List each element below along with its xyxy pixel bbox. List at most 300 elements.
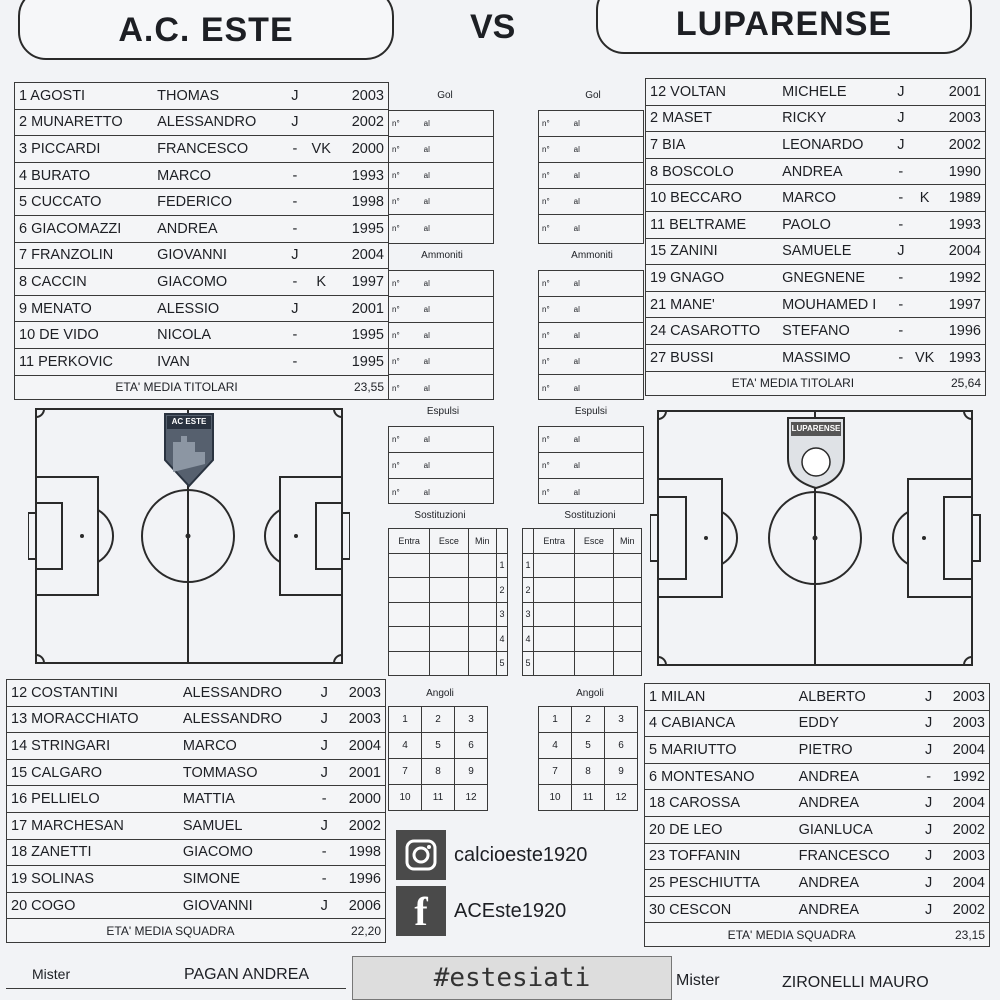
sub-esce-cell xyxy=(430,578,468,603)
corner-cell: 12 xyxy=(455,785,488,811)
sub-number: 5 xyxy=(496,651,507,676)
sub-number: 1 xyxy=(523,553,534,578)
sostituzione-row[interactable] xyxy=(523,553,642,578)
sostituzione-row[interactable] xyxy=(389,651,508,676)
player-row xyxy=(646,291,986,318)
player-number-surname: 19 GNAGO xyxy=(646,265,779,292)
player-row xyxy=(15,242,389,269)
corner-cell: 11 xyxy=(572,785,605,811)
player-number-surname: 15 CALGARO xyxy=(7,759,179,786)
event-entry-row[interactable] xyxy=(539,189,643,215)
player-birth-year: 2003 xyxy=(334,706,386,733)
event-entry-row[interactable] xyxy=(389,479,493,505)
event-entry-row[interactable] xyxy=(389,137,493,163)
player-birth-year: 2004 xyxy=(938,870,989,897)
minute-label: al xyxy=(573,331,580,340)
corner-cell: 4 xyxy=(389,733,422,759)
player-captain-mark xyxy=(909,132,940,159)
player-first-name: ALESSANDRO xyxy=(153,109,285,136)
number-label: n° xyxy=(392,305,400,314)
player-first-name: TOMMASO xyxy=(179,759,315,786)
player-number-surname: 4 CABIANCA xyxy=(645,710,795,737)
event-entry-row[interactable] xyxy=(539,453,643,479)
facebook-row[interactable] xyxy=(396,886,566,936)
player-number-surname: 2 MUNARETTO xyxy=(15,109,154,136)
player-junior-mark: - xyxy=(919,763,938,790)
sub-number: 5 xyxy=(523,651,534,676)
player-row xyxy=(646,211,986,238)
number-label: n° xyxy=(392,119,400,128)
event-entry-row[interactable] xyxy=(539,163,643,189)
event-entry-row[interactable] xyxy=(539,297,643,323)
sub-esce-cell xyxy=(575,651,613,676)
player-number-surname: 10 BECCARO xyxy=(646,185,779,212)
player-number-surname: 15 ZANINI xyxy=(646,238,779,265)
minute-label: al xyxy=(423,487,430,497)
away-espulsi-title: Espulsi xyxy=(574,406,608,417)
minute-label: al xyxy=(573,383,580,393)
sostituzione-row[interactable] xyxy=(523,627,642,652)
player-junior-mark: - xyxy=(892,211,909,238)
player-number-surname: 16 PELLIELO xyxy=(7,786,179,813)
player-first-name: ANDREA xyxy=(795,763,919,790)
player-captain-mark xyxy=(304,215,338,242)
player-row xyxy=(15,136,389,163)
player-first-name: FRANCESCO xyxy=(795,843,919,870)
player-junior-mark: J xyxy=(285,295,304,322)
corner-cell: 3 xyxy=(605,707,638,733)
away-mister-name: ZIRONELLI MAURO xyxy=(782,974,929,991)
player-row xyxy=(15,295,389,322)
player-captain-mark xyxy=(909,79,940,106)
player-row xyxy=(645,816,990,843)
player-number-surname: 8 BOSCOLO xyxy=(646,158,779,185)
player-row xyxy=(7,706,386,733)
player-first-name: MARCO xyxy=(153,162,285,189)
sub-column-header: Entra xyxy=(389,529,430,554)
player-row xyxy=(645,870,990,897)
player-number-surname: 10 DE VIDO xyxy=(15,322,154,349)
player-junior-mark: - xyxy=(892,265,909,292)
player-junior-mark: - xyxy=(315,786,334,813)
corner-row xyxy=(539,785,638,811)
player-captain-mark xyxy=(304,322,338,349)
player-first-name: SAMUEL xyxy=(179,812,315,839)
player-first-name: EDDY xyxy=(795,710,919,737)
event-entry-row[interactable] xyxy=(389,349,493,375)
sub-min-cell xyxy=(468,553,496,578)
minute-label: al xyxy=(423,171,430,180)
number-label: n° xyxy=(392,171,400,180)
player-first-name: THOMAS xyxy=(153,83,285,110)
player-junior-mark: - xyxy=(285,136,304,163)
player-junior-mark: J xyxy=(285,83,304,110)
sub-number: 3 xyxy=(496,602,507,627)
sostituzione-row[interactable] xyxy=(389,578,508,603)
player-number-surname: 12 VOLTAN xyxy=(646,79,779,106)
number-label: n° xyxy=(542,305,550,314)
event-entry-row[interactable] xyxy=(389,215,493,241)
vs-label: VS xyxy=(470,8,516,46)
sub-entra-cell xyxy=(534,651,575,676)
event-entry-row[interactable] xyxy=(539,215,643,241)
sostituzione-row[interactable] xyxy=(389,553,508,578)
away-logo-text: LUPARENSE xyxy=(791,424,841,433)
player-first-name: GIACOMO xyxy=(179,839,315,866)
number-label: n° xyxy=(392,383,400,393)
player-row xyxy=(646,79,986,106)
minute-label: al xyxy=(423,197,430,206)
sostituzione-row[interactable] xyxy=(523,602,642,627)
corner-cell: 1 xyxy=(389,707,422,733)
average-age-row xyxy=(646,371,986,395)
player-junior-mark: J xyxy=(892,79,909,106)
player-row xyxy=(15,162,389,189)
number-label: n° xyxy=(542,223,550,233)
player-first-name: ALESSANDRO xyxy=(179,680,315,707)
player-first-name: MOUHAMED I xyxy=(778,291,892,318)
player-birth-year: 1997 xyxy=(940,291,986,318)
player-birth-year: 2000 xyxy=(338,136,388,163)
sub-min-cell xyxy=(468,602,496,627)
corner-cell: 8 xyxy=(422,759,455,785)
sub-column-header: Esce xyxy=(430,529,468,554)
player-first-name: ALBERTO xyxy=(795,684,919,711)
player-row xyxy=(646,185,986,212)
player-captain-mark xyxy=(304,83,338,110)
number-label: n° xyxy=(542,171,550,180)
corner-cell: 7 xyxy=(389,759,422,785)
player-number-surname: 6 GIACOMAZZI xyxy=(15,215,154,242)
player-birth-year: 1997 xyxy=(338,269,388,296)
away-team-name: LUPARENSE xyxy=(675,4,893,43)
sub-number: 2 xyxy=(523,578,534,603)
player-birth-year: 2002 xyxy=(940,132,986,159)
player-row xyxy=(7,892,386,919)
player-number-surname: 13 MORACCHIATO xyxy=(7,706,179,733)
player-birth-year: 1996 xyxy=(940,318,986,345)
event-entry-row[interactable] xyxy=(539,479,643,505)
minute-label: al xyxy=(423,331,430,340)
player-first-name: PIETRO xyxy=(795,737,919,764)
event-entry-row[interactable] xyxy=(539,323,643,349)
player-birth-year: 2004 xyxy=(334,733,386,760)
sostituzione-row[interactable] xyxy=(523,651,642,676)
player-captain-mark xyxy=(304,348,338,375)
player-junior-mark: J xyxy=(919,816,938,843)
sub-column-header: Esce xyxy=(575,529,613,554)
home-mister-name: PAGAN ANDREA xyxy=(184,966,310,983)
number-label: n° xyxy=(392,461,400,470)
home-mister-label: Mister xyxy=(32,966,71,982)
event-entry-row[interactable] xyxy=(539,271,643,297)
corner-cell: 10 xyxy=(389,785,422,811)
player-first-name: MICHELE xyxy=(778,79,892,106)
number-label: n° xyxy=(392,487,400,497)
number-label: n° xyxy=(542,119,550,128)
away-espulsi-box xyxy=(538,426,644,504)
sub-esce-cell xyxy=(575,627,613,652)
player-first-name: ANDREA xyxy=(795,870,919,897)
player-first-name: GNEGNENE xyxy=(778,265,892,292)
sub-column-header: Min xyxy=(613,529,641,554)
sub-entra-cell xyxy=(389,651,430,676)
player-junior-mark: - xyxy=(285,322,304,349)
player-junior-mark: J xyxy=(892,132,909,159)
minute-label: al xyxy=(423,461,430,470)
away-angoli-title: Angoli xyxy=(576,688,604,699)
player-junior-mark: J xyxy=(919,843,938,870)
average-age-row xyxy=(7,919,386,943)
player-row xyxy=(7,733,386,760)
player-junior-mark: - xyxy=(892,318,909,345)
player-birth-year: 2004 xyxy=(938,737,989,764)
player-number-surname: 30 CESCON xyxy=(645,896,795,923)
player-captain-mark xyxy=(909,158,940,185)
away-gol-title: Gol xyxy=(585,90,601,101)
event-entry-row[interactable] xyxy=(389,297,493,323)
player-number-surname: 27 BUSSI xyxy=(646,344,779,371)
sub-min-cell xyxy=(468,651,496,676)
player-first-name: ALESSIO xyxy=(153,295,285,322)
number-label: n° xyxy=(542,435,550,444)
sub-min-cell xyxy=(468,627,496,652)
number-label: n° xyxy=(542,383,550,393)
event-entry-row[interactable] xyxy=(389,189,493,215)
corner-row xyxy=(389,759,488,785)
player-captain-mark: VK xyxy=(304,136,338,163)
player-captain-mark xyxy=(909,238,940,265)
player-birth-year: 2003 xyxy=(338,83,388,110)
number-label: n° xyxy=(392,279,400,288)
home-team-name: A.C. ESTE xyxy=(118,10,294,49)
player-junior-mark: J xyxy=(285,109,304,136)
average-age-label: ETA' MEDIA TITOLARI xyxy=(15,375,339,399)
sostituzione-row[interactable] xyxy=(389,602,508,627)
sub-number: 4 xyxy=(523,627,534,652)
sostituzione-row[interactable] xyxy=(523,578,642,603)
player-captain-mark xyxy=(909,291,940,318)
minute-label: al xyxy=(573,435,580,444)
number-label: n° xyxy=(542,357,550,366)
player-birth-year: 2006 xyxy=(334,892,386,919)
average-age-label: ETA' MEDIA SQUADRA xyxy=(645,923,939,947)
sub-min-cell xyxy=(468,578,496,603)
player-birth-year: 1990 xyxy=(940,158,986,185)
player-birth-year: 2003 xyxy=(938,710,989,737)
minute-label: al xyxy=(573,279,580,288)
player-birth-year: 1996 xyxy=(334,866,386,893)
player-row xyxy=(15,189,389,216)
sub-number-header xyxy=(496,529,507,554)
player-junior-mark: J xyxy=(315,759,334,786)
away-team-logo xyxy=(784,414,848,490)
event-entry-row[interactable] xyxy=(389,323,493,349)
event-entry-row[interactable] xyxy=(539,137,643,163)
player-birth-year: 1995 xyxy=(338,322,388,349)
player-birth-year: 1993 xyxy=(940,344,986,371)
player-birth-year: 1998 xyxy=(334,839,386,866)
home-gol-title: Gol xyxy=(437,90,453,101)
instagram-handle: calcioeste1920 xyxy=(454,843,588,866)
home-starters-table xyxy=(14,82,389,400)
player-birth-year: 2003 xyxy=(940,105,986,132)
minute-label: al xyxy=(423,435,430,444)
home-ammoniti-title: Ammoniti xyxy=(421,250,463,261)
player-row xyxy=(15,322,389,349)
player-junior-mark: - xyxy=(285,162,304,189)
sostituzione-row[interactable] xyxy=(389,627,508,652)
player-number-surname: 20 DE LEO xyxy=(645,816,795,843)
event-entry-row[interactable] xyxy=(389,271,493,297)
corner-cell: 6 xyxy=(455,733,488,759)
away-substitutes-table xyxy=(644,683,990,947)
corner-cell: 7 xyxy=(539,759,572,785)
event-entry-row[interactable] xyxy=(539,375,643,401)
player-junior-mark: - xyxy=(315,839,334,866)
player-row xyxy=(7,812,386,839)
away-ammoniti-box xyxy=(538,270,644,400)
event-entry-row[interactable] xyxy=(389,375,493,401)
player-row xyxy=(645,763,990,790)
event-entry-row[interactable] xyxy=(539,111,643,137)
number-label: n° xyxy=(392,145,400,154)
player-birth-year: 1992 xyxy=(940,265,986,292)
player-first-name: GIANLUCA xyxy=(795,816,919,843)
player-junior-mark: J xyxy=(315,680,334,707)
minute-label: al xyxy=(573,461,580,470)
corner-cell: 4 xyxy=(539,733,572,759)
player-number-surname: 8 CACCIN xyxy=(15,269,154,296)
player-junior-mark: - xyxy=(285,215,304,242)
sub-esce-cell xyxy=(430,553,468,578)
player-first-name: MASSIMO xyxy=(778,344,892,371)
player-junior-mark: J xyxy=(315,706,334,733)
player-row xyxy=(646,318,986,345)
sub-min-cell xyxy=(613,602,641,627)
sub-entra-cell xyxy=(389,578,430,603)
player-junior-mark: J xyxy=(919,710,938,737)
player-birth-year: 2003 xyxy=(938,684,989,711)
player-number-surname: 11 BELTRAME xyxy=(646,211,779,238)
player-birth-year: 2001 xyxy=(334,759,386,786)
player-row xyxy=(645,710,990,737)
player-junior-mark: J xyxy=(315,733,334,760)
event-entry-row[interactable] xyxy=(389,111,493,137)
player-first-name: GIACOMO xyxy=(153,269,285,296)
event-entry-row[interactable] xyxy=(539,349,643,375)
player-row xyxy=(646,238,986,265)
player-junior-mark: J xyxy=(315,812,334,839)
player-junior-mark: - xyxy=(892,158,909,185)
corner-row xyxy=(539,707,638,733)
corner-cell: 9 xyxy=(605,759,638,785)
sub-min-cell xyxy=(613,578,641,603)
corner-cell: 5 xyxy=(422,733,455,759)
player-number-surname: 14 STRINGARI xyxy=(7,733,179,760)
instagram-icon xyxy=(396,830,446,880)
average-age-label: ETA' MEDIA TITOLARI xyxy=(646,371,940,395)
player-number-surname: 7 BIA xyxy=(646,132,779,159)
player-row xyxy=(646,265,986,292)
player-junior-mark: - xyxy=(892,344,909,371)
player-first-name: ANDREA xyxy=(153,215,285,242)
corner-cell: 9 xyxy=(455,759,488,785)
event-entry-row[interactable] xyxy=(539,427,643,453)
player-row xyxy=(646,158,986,185)
player-captain-mark xyxy=(909,105,940,132)
player-number-surname: 2 MASET xyxy=(646,105,779,132)
minute-label: al xyxy=(423,357,430,366)
sub-min-cell xyxy=(613,553,641,578)
player-birth-year: 1993 xyxy=(338,162,388,189)
player-birth-year: 2002 xyxy=(938,816,989,843)
home-sostituzioni-table xyxy=(388,528,508,676)
player-first-name: IVAN xyxy=(153,348,285,375)
event-entry-row[interactable] xyxy=(389,427,493,453)
minute-label: al xyxy=(423,383,430,393)
sub-column-header: Entra xyxy=(534,529,575,554)
sostituzioni-header xyxy=(389,529,508,554)
player-number-surname: 1 AGOSTI xyxy=(15,83,154,110)
player-first-name: SIMONE xyxy=(179,866,315,893)
player-row xyxy=(15,109,389,136)
player-number-surname: 20 COGO xyxy=(7,892,179,919)
event-entry-row[interactable] xyxy=(389,163,493,189)
player-first-name: ANDREA xyxy=(795,896,919,923)
player-captain-mark: K xyxy=(304,269,338,296)
instagram-row[interactable] xyxy=(396,830,587,880)
player-captain-mark xyxy=(909,265,940,292)
player-first-name: ANDREA xyxy=(778,158,892,185)
number-label: n° xyxy=(392,435,400,444)
sub-esce-cell xyxy=(430,627,468,652)
corner-cell: 6 xyxy=(605,733,638,759)
player-captain-mark xyxy=(304,109,338,136)
number-label: n° xyxy=(392,223,400,233)
player-first-name: SAMUELE xyxy=(778,238,892,265)
home-angoli-table xyxy=(388,706,488,811)
sub-esce-cell xyxy=(575,553,613,578)
sub-number: 2 xyxy=(496,578,507,603)
average-age-row xyxy=(15,375,389,399)
corner-cell: 2 xyxy=(572,707,605,733)
minute-label: al xyxy=(423,223,430,233)
player-row xyxy=(646,105,986,132)
sostituzioni-header xyxy=(523,529,642,554)
player-first-name: MATTIA xyxy=(179,786,315,813)
facebook-icon: f xyxy=(396,886,446,936)
player-junior-mark: - xyxy=(892,185,909,212)
player-number-surname: 5 CUCCATO xyxy=(15,189,154,216)
corner-cell: 12 xyxy=(605,785,638,811)
event-entry-row[interactable] xyxy=(389,453,493,479)
sub-entra-cell xyxy=(389,602,430,627)
minute-label: al xyxy=(573,197,580,206)
minute-label: al xyxy=(573,487,580,497)
minute-label: al xyxy=(573,305,580,314)
player-first-name: GIOVANNI xyxy=(179,892,315,919)
sub-column-header: Min xyxy=(468,529,496,554)
player-birth-year: 2004 xyxy=(940,238,986,265)
home-substitutes-table xyxy=(6,679,386,943)
player-junior-mark: J xyxy=(285,242,304,269)
minute-label: al xyxy=(573,171,580,180)
away-ammoniti-title: Ammoniti xyxy=(571,250,613,261)
player-number-surname: 9 MENATO xyxy=(15,295,154,322)
number-label: n° xyxy=(542,145,550,154)
player-captain-mark xyxy=(909,211,940,238)
